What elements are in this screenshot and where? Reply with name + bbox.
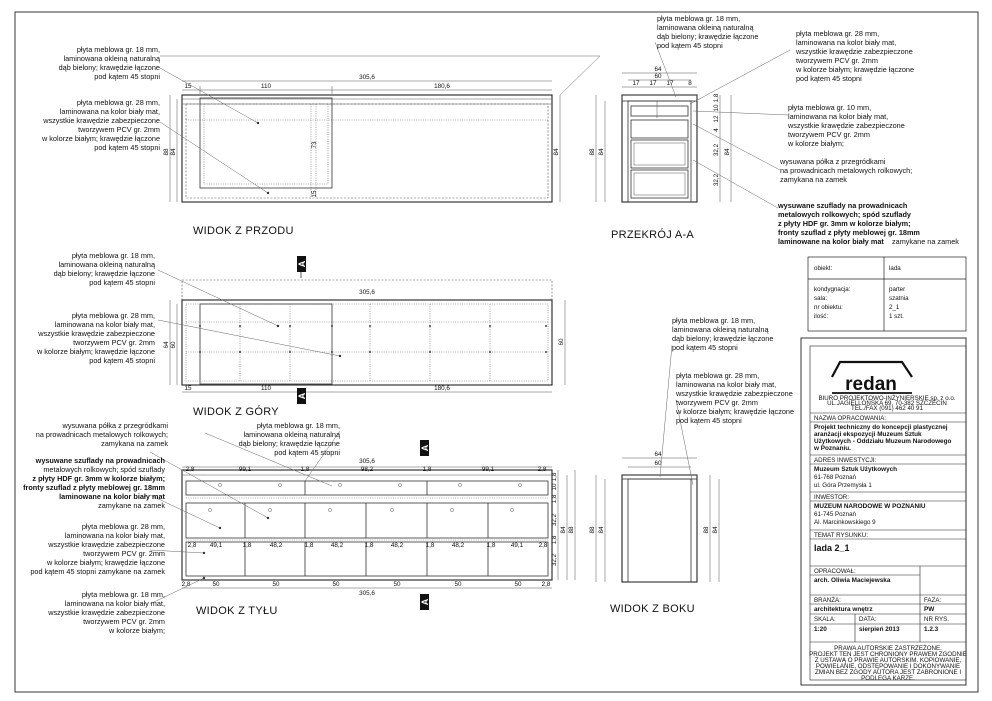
note-side-1	[672, 316, 773, 352]
svg-text:płyta meblowa gr. 18 mm,: płyta meblowa gr. 18 mm,	[657, 14, 741, 23]
back-dim-r1-6: 2,8	[537, 466, 547, 473]
back-dim-r3-0: 2,8	[181, 581, 191, 588]
svg-text:płyta meblowa gr. 18 mm,: płyta meblowa gr. 18 mm,	[71, 251, 155, 260]
copyright-line-6: PODLEGA KARZE.	[861, 675, 915, 682]
svg-text:fronty szuflad z płyty meblowe: fronty szuflad z płyty meblowej gr. 18mm	[23, 483, 165, 492]
back-dim-r2-2: 1,8	[242, 542, 252, 549]
svg-text:tworzywem PCV gr. 2mm: tworzywem PCV gr. 2mm	[83, 549, 165, 558]
top-dim-d3: 60	[558, 338, 565, 346]
svg-text:laminowana okleiną naturalną: laminowana okleiną naturalną	[243, 430, 340, 439]
copyright-line-1: PRAWA AUTORSKIE ZASTRZEŻONE.	[834, 645, 942, 652]
svg-text:pod kątem 45 stopni: pod kątem 45 stopni	[657, 41, 723, 50]
top-dim-total: 305,6	[359, 289, 375, 296]
section-marker-top: A	[297, 260, 307, 268]
side-dim-h1: 88	[589, 526, 596, 534]
svg-text:wszystkie krawędzie zabezpiecz: wszystkie krawędzie zabezpieczone	[676, 389, 793, 398]
section-view	[589, 42, 790, 241]
note-section-top	[657, 14, 758, 50]
author-value: arch. Oliwia Maciejewska	[814, 577, 891, 584]
back-dim-r3-5: 50	[454, 581, 462, 588]
svg-text:fronty szuflad z płyty meblowe: fronty szuflad z płyty meblowej gr. 18mm	[778, 228, 920, 237]
svg-text:laminowana okleiną naturalną: laminowana okleiną naturalną	[657, 23, 754, 32]
section-dim-v5: 32,2	[713, 143, 720, 157]
note-back-drawers	[23, 456, 165, 510]
section-dim-v3: 12	[713, 115, 720, 123]
note-back-18	[47, 590, 165, 635]
back-dim-r2-9: 48,2	[451, 542, 465, 549]
svg-text:wszystkie krawędzie zabezpiecz: wszystkie krawędzie zabezpieczone	[48, 608, 165, 617]
info-value-object: lada	[889, 265, 901, 272]
side-view-title: WIDOK Z BOKU	[610, 603, 695, 615]
front-dim-h1: 88	[163, 148, 170, 156]
svg-text:wszystkie krawędzie zabezpiecz: wszystkie krawędzie zabezpieczone	[48, 540, 165, 549]
svg-text:laminowana na kolor biały mat,: laminowana na kolor biały mat,	[796, 38, 897, 47]
svg-text:laminowana okleiną naturalną: laminowana okleiną naturalną	[58, 260, 155, 269]
back-dim-r3-6: 50	[514, 581, 522, 588]
back-dim-r1-2: 1,8	[300, 466, 310, 473]
back-dim-r2-11: 49,1	[510, 542, 524, 549]
svg-text:wysuwane szuflady na prowadnic: wysuwane szuflady na prowadnicach	[35, 456, 165, 465]
note-section-10	[787, 103, 905, 148]
nr-value: 1.2.3	[924, 626, 939, 633]
back-dim-r1-0: 2,8	[185, 466, 195, 473]
svg-text:na prowadnicach metalowych rol: na prowadnicach metalowych rolkowych;	[780, 166, 913, 175]
branch-value: architektura wnętrz	[814, 606, 873, 613]
svg-text:laminowana okleiną naturalną: laminowana okleiną naturalną	[63, 54, 160, 63]
svg-text:laminowane na kolor biały mat: laminowane na kolor biały mat	[778, 237, 884, 246]
company-line-2: UL.JAGIELLOŃSKA 69, 70-382 SZCZECIN	[827, 400, 947, 407]
company-line-1: BIURO PROJEKTOWO-INŻYNIERSKIE sp. z o.o.	[818, 395, 956, 402]
note-back-28	[30, 522, 165, 576]
back-dim-r2-8: 1,8	[425, 542, 435, 549]
back-dim-r2-4: 1,8	[304, 542, 314, 549]
svg-text:wysuwane szuflady na prowadnic: wysuwane szuflady na prowadnicach	[778, 201, 908, 210]
top-view-title: WIDOK Z GÓRY	[193, 406, 279, 418]
svg-text:laminowana na kolor biały mat,: laminowana na kolor biały mat,	[64, 531, 165, 540]
back-dim-v0: 1,8	[551, 472, 558, 482]
svg-text:dąb bielony; krawędzie łączone: dąb bielony; krawędzie łączone	[657, 32, 759, 41]
top-view	[158, 256, 565, 418]
svg-text:dąb bielony; krawędzie łączone: dąb bielony; krawędzie łączone	[238, 439, 340, 448]
section-dim-60: 60	[654, 73, 662, 80]
front-dim-h2: 84	[170, 148, 177, 156]
svg-text:płyta meblowa gr. 28 mm,: płyta meblowa gr. 28 mm,	[676, 371, 760, 380]
svg-text:w kolorze białym; krawędzie łą: w kolorze białym; krawędzie łączone	[36, 347, 155, 356]
note-section-shelf	[779, 157, 912, 184]
svg-text:w kolorze białym; krawędzie łą: w kolorze białym; krawędzie łączone	[41, 134, 160, 143]
info-value-room: szatnia	[889, 295, 909, 302]
back-dim-r2-0: 2,8	[187, 542, 197, 549]
back-dim-v4: 1,8	[551, 535, 558, 545]
svg-text:zamykana na zamek: zamykana na zamek	[780, 175, 847, 184]
svg-text:metalowych rolkowych; spód szu: metalowych rolkowych; spód szuflady	[778, 210, 911, 219]
svg-text:laminowana na kolor biały mat,: laminowana na kolor biały mat,	[676, 380, 777, 389]
copyright-line-5: ZMIAN BEZ ZGODY AUTORA JEST ZABRONIONE I	[814, 669, 962, 676]
svg-text:w kolorze białym;: w kolorze białym;	[109, 626, 165, 635]
side-dim-64: 64	[654, 451, 662, 458]
branch-label: BRANŻA:	[814, 597, 841, 604]
investor-line-3: Al. Marcinkowskiego 9	[814, 519, 876, 526]
note-back-top	[239, 421, 341, 457]
info-value-qty: 1 szt.	[889, 313, 904, 320]
info-label-object: obiekt:	[814, 265, 833, 272]
info-value-floor: parter	[889, 286, 906, 293]
order-label: NAZWA OPRACOWANIA:	[814, 415, 887, 422]
info-label-qty: ilość:	[814, 313, 829, 320]
back-dim-r3-1: 50	[212, 581, 220, 588]
svg-text:płyta meblowa gr. 18 mm,: płyta meblowa gr. 18 mm,	[81, 590, 165, 599]
phase-value: PW	[924, 606, 935, 613]
front-dim-start: 15	[184, 83, 192, 90]
investment-label: ADRES INWESTYCJI:	[814, 457, 877, 464]
svg-text:tworzywem PCV gr. 2mm: tworzywem PCV gr. 2mm	[796, 56, 878, 65]
front-dim-total: 305,6	[359, 74, 375, 81]
svg-text:pod kątem 45 stopni zamykane n: pod kątem 45 stopni zamykane na zamek	[30, 567, 165, 576]
order-line-1: Projekt techniczny do koncepcji plastycznej	[814, 424, 948, 431]
section-marker-back-top: A	[420, 444, 430, 452]
svg-text:płyta meblowa gr. 28 mm,: płyta meblowa gr. 28 mm,	[81, 522, 165, 531]
copyright-line-3: Z USTAWĄ O PRAWIE AUTORSKIM. KOPIOWANIE,	[814, 657, 962, 664]
back-dim-r1-4: 1,8	[422, 466, 432, 473]
svg-text:wszystkie krawędzie zabezpiecz: wszystkie krawędzie zabezpieczone	[38, 329, 155, 338]
svg-text:laminowana na kolor biały mat,: laminowana na kolor biały mat,	[54, 320, 155, 329]
note-back-shelf	[36, 421, 169, 448]
title-block	[801, 338, 967, 685]
section-dim-64: 64	[654, 66, 662, 73]
svg-text:wszystkie krawędzie zabezpiecz: wszystkie krawędzie zabezpieczone	[788, 121, 905, 130]
back-dim-r3-7: 2,8	[541, 581, 551, 588]
copyright-line-2: PROJEKT TEN JEST CHRONIONY PRAWEM ZGODNIE	[809, 651, 967, 658]
svg-text:laminowane na kolor biały mat: laminowane na kolor biały mat	[59, 492, 165, 501]
date-label: DATA:	[859, 616, 877, 623]
copyright-line-4: POWIELANIE, ODSTĘPOWANIE I DOKONYWANIE	[815, 663, 961, 670]
top-dim-left: 110	[260, 385, 272, 392]
investor-line-2: 61-745 Poznań	[814, 511, 856, 518]
svg-text:laminowana na kolor biały mat,: laminowana na kolor biały mat,	[59, 107, 160, 116]
top-dim-start: 15	[184, 385, 192, 392]
back-dim-v2: 1,8	[551, 494, 558, 504]
scale-label: SKALA:	[814, 616, 836, 623]
back-dim-r2-12: 2,8	[538, 542, 548, 549]
object-info-table	[808, 257, 966, 331]
svg-text:pod kątem 45 stopni: pod kątem 45 stopni	[672, 343, 738, 352]
side-dim-60: 60	[654, 460, 662, 467]
svg-text:pod kątem 45 stopni: pod kątem 45 stopni	[89, 356, 155, 365]
investment-line-1: Muzeum Sztuk Użytkowych	[814, 466, 898, 473]
date-value: sierpień 2013	[859, 626, 900, 633]
front-dim-h4: 15	[311, 190, 318, 198]
svg-text:laminowana okleiną naturalną: laminowana okleiną naturalną	[672, 325, 769, 334]
back-dim-r2-7: 48,2	[390, 542, 404, 549]
svg-text:w kolorze białym; krawędzie łą: w kolorze białym; krawędzie łączone	[676, 407, 795, 416]
section-dim-v1: 1,8	[713, 93, 720, 103]
back-view-title: WIDOK Z TYŁU	[196, 605, 278, 617]
drawing-value: lada 2_1	[814, 543, 850, 553]
svg-text:wszystkie krawędzie zabezpiecz: wszystkie krawędzie zabezpieczone	[43, 116, 160, 125]
svg-text:zamykane na zamek: zamykane na zamek	[98, 501, 165, 510]
back-dim-r1-5: 99,1	[481, 466, 495, 473]
section-dim-h2-right: 84	[724, 148, 731, 156]
svg-text:wysuwana półka z przegródkami: wysuwana półka z przegródkami	[780, 157, 886, 166]
note-front-bottom	[41, 98, 160, 152]
front-dim-h2-right: 84	[553, 148, 560, 156]
top-dim-d2: 60	[170, 341, 177, 349]
svg-text:pod kątem 45 stopni: pod kątem 45 stopni	[274, 448, 340, 457]
svg-text:zamykana na zamek: zamykana na zamek	[101, 439, 168, 448]
front-dim-h3: 73	[311, 141, 318, 149]
svg-text:pod kątem 45 stopni: pod kątem 45 stopni	[94, 143, 160, 152]
nr-label: NR RYS.	[924, 616, 949, 623]
company-line-3: TEL./FAX (091) 462 40 91	[851, 405, 923, 412]
note-front-top	[59, 45, 161, 81]
svg-text:tworzywem PCV gr. 2mm: tworzywem PCV gr. 2mm	[83, 617, 165, 626]
logo-text: redan	[845, 374, 897, 395]
info-label-floor: kondygnacja:	[814, 286, 851, 293]
section-dim-v4: 4	[713, 128, 720, 132]
front-dim-right: 180,6	[434, 83, 450, 90]
svg-text:na prowadnicach metalowych rol: na prowadnicach metalowych rolkowych;	[35, 430, 168, 439]
svg-text:dąb bielony; krawędzie łączone: dąb bielony; krawędzie łączone	[58, 63, 160, 72]
back-dim-r2-10: 1,8	[486, 542, 496, 549]
section-dim-s4: 8	[688, 80, 692, 87]
svg-text:z płyty HDF gr. 3mm w kolorze: z płyty HDF gr. 3mm w kolorze białym;	[32, 474, 165, 483]
back-dim-v1: 10	[551, 483, 558, 491]
investment-line-2: 61-768 Poznań	[814, 474, 856, 481]
note-section-28	[795, 29, 914, 83]
info-label-number: nr obiektu:	[814, 304, 843, 311]
section-dim-h1: 88	[589, 148, 596, 156]
svg-text:pod kątem 45 stopni: pod kątem 45 stopni	[94, 72, 160, 81]
svg-text:w kolorze białym; krawędzie łą: w kolorze białym; krawędzie łączone	[796, 65, 915, 74]
back-dim-v5: 32,2	[551, 553, 558, 567]
order-line-2: aranżacji ekspozycji Muzeum Sztuk	[814, 431, 922, 438]
back-dim-r3-4: 50	[393, 581, 401, 588]
investment-line-3: ul. Góra Przemysła 1	[814, 482, 872, 489]
svg-text:w kolorze białym;: w kolorze białym;	[788, 139, 844, 148]
svg-text:tworzywem PCV gr. 2mm: tworzywem PCV gr. 2mm	[788, 130, 870, 139]
back-dim-total-top: 305,6	[359, 458, 375, 465]
svg-text:zamykane na zamek: zamykane na zamek	[892, 237, 959, 246]
section-dim-s2: 17	[649, 80, 657, 87]
redan-logo	[832, 362, 912, 395]
order-line-3: Użytkowych - Oddziału Muzeum Narodowego	[814, 438, 952, 445]
investor-line-1: MUZEUM NARODOWE W POZNANIU	[814, 503, 926, 510]
svg-text:wysuwana półka z przegródkami: wysuwana półka z przegródkami	[62, 421, 168, 430]
svg-text:płyta meblowa gr. 28 mm,: płyta meblowa gr. 28 mm,	[76, 98, 160, 107]
svg-text:płyta meblowa gr. 28 mm,: płyta meblowa gr. 28 mm,	[796, 29, 880, 38]
svg-text:płyta meblowa gr. 18 mm,: płyta meblowa gr. 18 mm,	[672, 316, 756, 325]
section-dim-v2: 10	[713, 104, 720, 112]
svg-text:płyta meblowa gr. 10 mm,: płyta meblowa gr. 10 mm,	[788, 103, 872, 112]
back-dim-r1-1: 99,1	[238, 466, 252, 473]
svg-text:pod kątem 45 stopni: pod kątem 45 stopni	[796, 74, 862, 83]
top-dim-right: 180,6	[434, 385, 450, 392]
section-view-title: PRZEKRÓJ A-A	[611, 229, 695, 241]
back-dim-r3-2: 50	[272, 581, 280, 588]
info-value-number: 2_1	[889, 304, 900, 311]
back-dim-total-bottom: 305,6	[359, 590, 375, 597]
back-dim-v3: 32,2	[551, 513, 558, 527]
section-dim-v6: 32,2	[713, 173, 720, 187]
svg-text:w kolorze białym; krawędzie łą: w kolorze białym; krawędzie łączone	[46, 558, 165, 567]
svg-text:dąb bielony; krawędzie łączone: dąb bielony; krawędzie łączone	[672, 334, 774, 343]
section-marker-back-bottom: A	[420, 598, 430, 606]
investor-label: INWESTOR:	[814, 494, 849, 501]
section-marker-bottom: A	[297, 392, 307, 400]
scale-value: 1:20	[814, 626, 827, 633]
svg-text:płyta meblowa gr. 18 mm,: płyta meblowa gr. 18 mm,	[76, 45, 160, 54]
back-view	[150, 431, 575, 617]
back-dim-r2-5: 48,2	[330, 542, 344, 549]
svg-text:pod kątem 45 stopni: pod kątem 45 stopni	[676, 416, 742, 425]
front-view-title: WIDOK Z PRZODU	[193, 225, 294, 237]
side-dim-h2-right: 84	[712, 526, 719, 534]
back-dim-r3-3: 50	[332, 581, 340, 588]
front-dim-left: 110	[260, 83, 272, 90]
back-dim-r1-3: 98,2	[360, 466, 374, 473]
top-dim-d1: 64	[163, 341, 170, 349]
front-view	[160, 56, 600, 237]
drawing-label: TEMAT RYSUNKU:	[814, 532, 868, 539]
svg-text:laminowana na kolor biały mat,: laminowana na kolor biały mat,	[64, 599, 165, 608]
svg-text:laminowana na kolor biały mat,: laminowana na kolor biały mat,	[788, 112, 889, 121]
note-top-2	[36, 311, 155, 365]
author-label: OPRACOWAŁ:	[814, 568, 856, 575]
note-top-1	[54, 251, 156, 287]
back-dim-r2-6: 1,8	[364, 542, 374, 549]
side-dim-h2: 84	[598, 526, 605, 534]
svg-text:tworzywem PCV gr. 2mm: tworzywem PCV gr. 2mm	[676, 398, 758, 407]
svg-text:płyta meblowa gr. 18 mm,: płyta meblowa gr. 18 mm,	[256, 421, 340, 430]
section-dim-s1: 17	[632, 80, 640, 87]
svg-text:tworzywem PCV gr. 2mm: tworzywem PCV gr. 2mm	[73, 338, 155, 347]
back-dim-r2-3: 48,2	[269, 542, 283, 549]
section-dim-s3: 17	[666, 80, 674, 87]
note-section-drawers	[777, 201, 959, 246]
info-label-room: sala:	[814, 295, 828, 302]
side-dim-h1-right: 88	[703, 526, 710, 534]
svg-text:wszystkie krawędzie zabezpiecz: wszystkie krawędzie zabezpieczone	[796, 47, 913, 56]
note-side-2	[675, 371, 794, 425]
back-dim-v6: 88	[568, 526, 575, 534]
svg-text:płyta meblowa gr. 28 mm,: płyta meblowa gr. 28 mm,	[71, 311, 155, 320]
phase-label: FAZA:	[924, 597, 942, 604]
svg-text:dąb bielony; krawędzie łączone: dąb bielony; krawędzie łączone	[53, 269, 155, 278]
back-dim-r2-1: 49,1	[209, 542, 223, 549]
back-dim-v7: 84	[560, 526, 567, 534]
svg-text:metalowych rolkowych; spód szu: metalowych rolkowych; spód szuflady	[43, 465, 165, 474]
order-line-4: w Poznaniu.	[814, 445, 851, 452]
svg-text:pod kątem 45 stopni: pod kątem 45 stopni	[89, 278, 155, 287]
section-dim-h2: 84	[598, 148, 605, 156]
svg-text:z płyty HDF gr. 3mm w kolorze: z płyty HDF gr. 3mm w kolorze białym;	[778, 219, 911, 228]
svg-text:tworzywem PCV gr. 2mm: tworzywem PCV gr. 2mm	[78, 125, 160, 134]
